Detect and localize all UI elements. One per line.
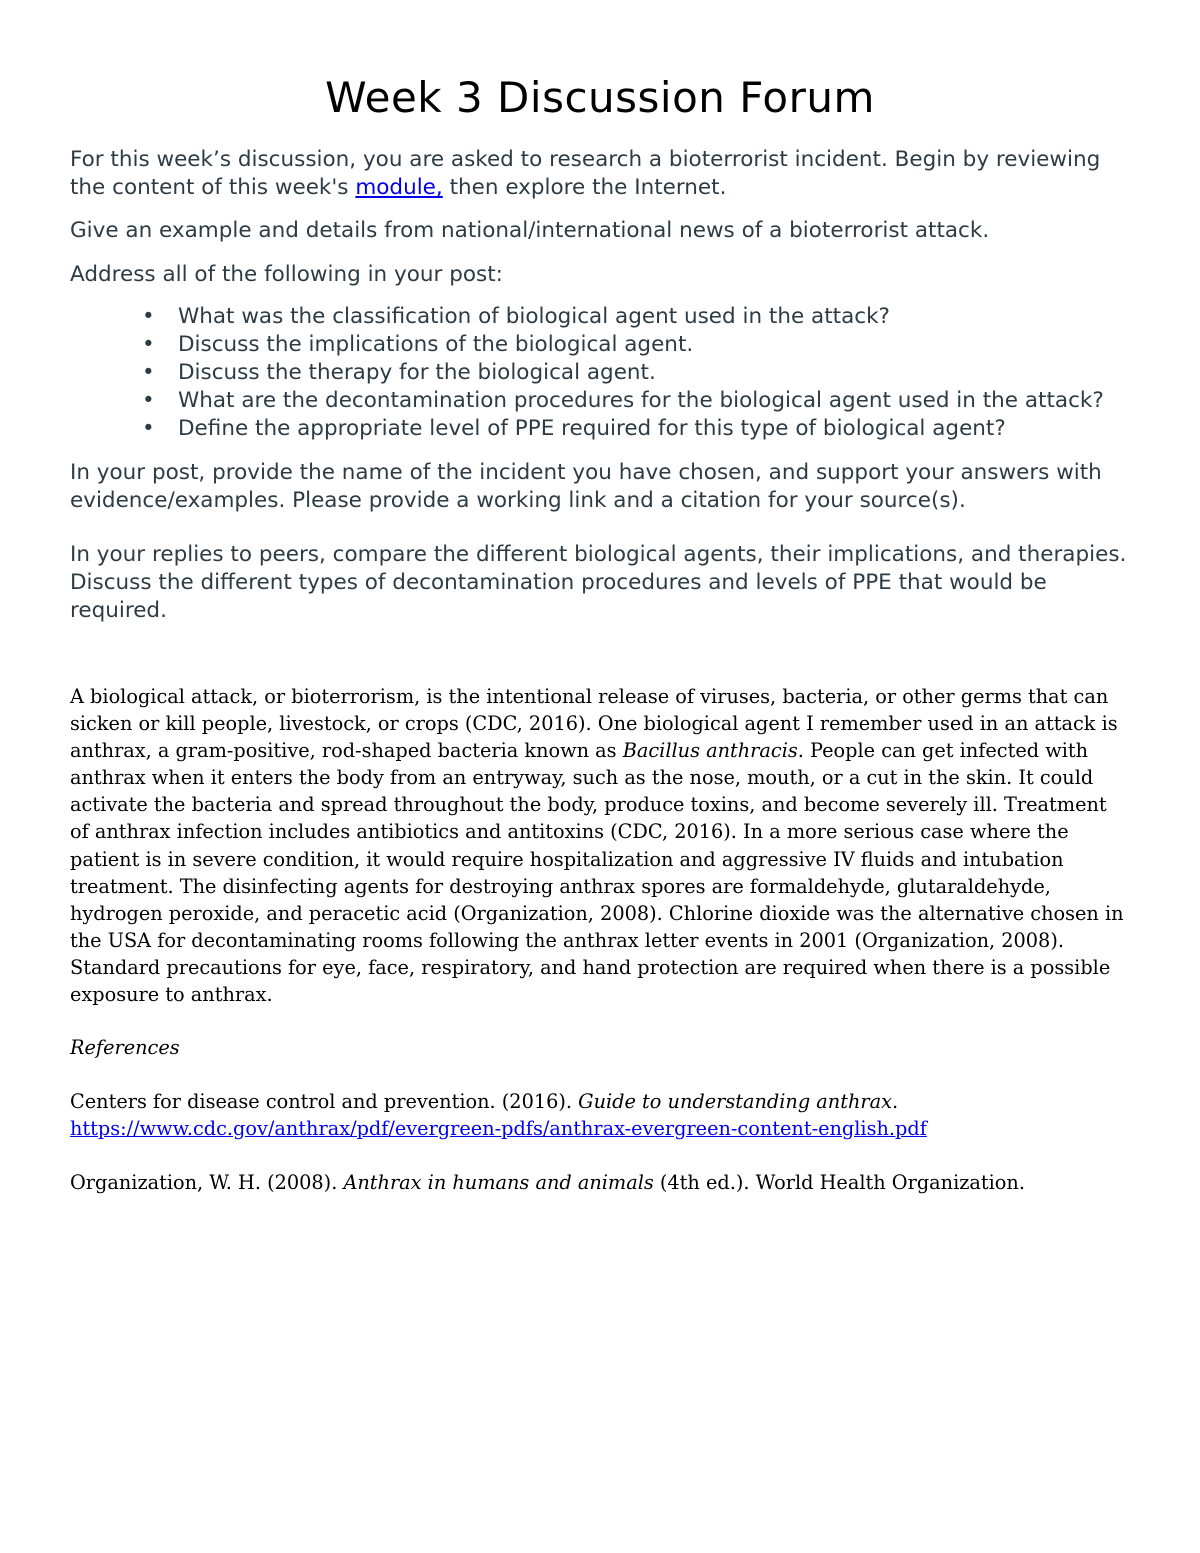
list-item: • What was the classification of biological agent used in the attack? <box>178 303 1130 331</box>
intro-paragraph <box>70 146 1130 202</box>
module-link[interactable]: module, <box>355 175 443 200</box>
list-item: • Discuss the implications of the biological agent. <box>178 331 1130 359</box>
reference-title: Anthrax in humans and animals <box>343 1171 654 1195</box>
reference-rest: (4th ed.). World Health Organization. <box>653 1171 1025 1195</box>
example-paragraph: Give an example and details from national/international news of a bioterrorist attack. <box>70 218 990 243</box>
address-paragraph: Address all of the following in your post: <box>70 262 503 287</box>
list-item: • Define the appropriate level of PPE required for this type of biological agent? <box>178 415 1130 443</box>
list-item: • What are the decontamination procedures for the biological agent used in the attack? <box>178 387 1130 415</box>
reference-separator: . <box>891 1090 899 1114</box>
requirements-list <box>70 289 1130 443</box>
reference-author-year: Centers for disease control and prevention. (2016). <box>70 1090 579 1114</box>
discussion-prompt <box>70 146 1130 625</box>
response-text-part1: A biological attack, or bioterrorism, is the intentional release of viruses, bacteria, or other germs that can sicken or kill people, livestock, or crops (CDC, 2016). One biological agent I remember used in an attack is anthrax, a gram-positive, rod-shaped bacteria known as <box>70 685 1118 763</box>
page-title: Week 3 Discussion Forum <box>325 73 875 122</box>
species-name: Bacillus anthracis <box>622 739 798 763</box>
reference-entry-who <box>70 1169 1130 1196</box>
reference-entry-cdc <box>70 1088 1130 1142</box>
reference-author-year: Organization, W. H. (2008). <box>70 1171 344 1195</box>
intro-text-after-link: then explore the Internet. <box>442 175 727 200</box>
reference-title: Guide to understanding anthrax <box>578 1090 892 1114</box>
peers-instructions: In your replies to peers, compare the different biological agents, their implications, and therapies. Discuss the different types of decontamination procedures and levels of PPE that would be required. <box>70 542 1127 623</box>
reference-url-link[interactable]: https://www.cdc.gov/anthrax/pdf/evergreen-pdfs/anthrax-evergreen-content-english.pdf <box>70 1117 927 1141</box>
response-paragraph <box>70 683 1130 1008</box>
intro-text-before-link: For this week’s discussion, you are asked to research a bioterrorist incident. Begin by reviewing the content of this week's <box>70 147 1101 200</box>
references-heading: References <box>70 1036 180 1060</box>
post-instructions: In your post, provide the name of the incident you have chosen, and support your answers with evidence/examples. Please provide a working link and a citation for your source(s). <box>70 460 1102 513</box>
response-text-part2: . People can get infected with anthrax when it enters the body from an entryway, such as the nose, mouth, or a cut in the skin. It could activate the bacteria and spread throughout the body, produce toxins, and become severely ill. Treatment of anthrax infection includes antibiotics and antitoxins (CDC, 2016). In a more serious case where the patient is in severe condition, it would require hospitalization and aggressive IV fluids and intubation treatment. The disinfecting agents for destroying anthrax spores are formaldehyde, glutaraldehyde, hydrogen peroxide, and peracetic acid (Organization, 2008). Chlorine dioxide was the alternative chosen in the USA for decontaminating rooms following the anthrax letter events in 2001 (Organization, 2008). Standard precautions for eye, face, respiratory, and hand protection are required when there is a possible exposure to anthrax. <box>70 739 1124 1007</box>
list-item: • Discuss the therapy for the biological agent. <box>178 359 1130 387</box>
student-response <box>70 683 1130 1197</box>
document-page <box>70 70 1130 1197</box>
